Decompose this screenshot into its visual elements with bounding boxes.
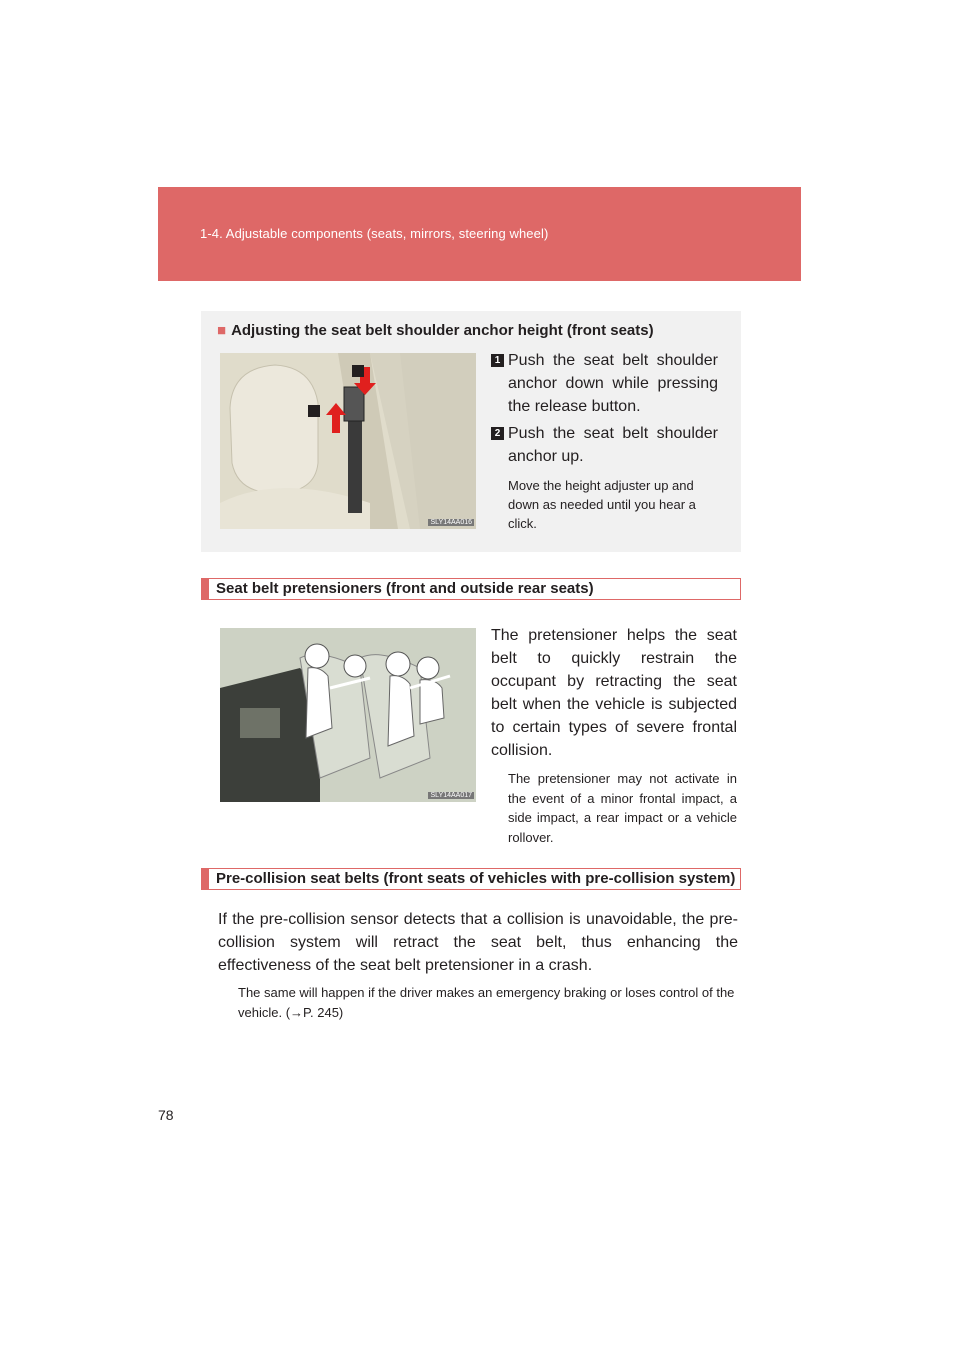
pretensioner-illustration-svg [220,628,476,802]
step-note: Move the height adjuster up and down as needed until you hear a click. [508,478,696,531]
square-bullet-icon: ■ [217,322,227,339]
box-title [217,322,654,339]
step-text: Push the seat belt shoulder anchor down while pressing the release button. [508,352,718,415]
pretensioner-note: The pretensioner may not activate in the event of a minor frontal impact, a side impact, a rear impact or a vehicle rollover. [508,771,737,845]
box-title-text: Adjusting the seat belt shoulder anchor height (front seats) [231,322,654,339]
section-heading-pretensioners [201,578,741,600]
chapter-header [158,187,801,281]
step-item [491,349,718,418]
pre-collision-paragraph: If the pre-collision sensor detects that a collision is unavoidable, the pre-collision system will retract the seat belt, thus enhancing the effectiveness of the seat belt pretensioner in a crash. [218,911,738,974]
step-text: Push the seat belt shoulder anchor up. [508,425,718,465]
section-heading-pre-collision [201,868,741,890]
pretensioner-paragraph: The pretensioner helps the seat belt to quickly restrain the occupant by retracting the seat belt when the vehicle is subjected to certain types of severe frontal collision. [491,627,737,759]
section-title: Pre-collision seat belts (front seats of vehicles with pre-collision system) [216,870,736,887]
page-number: 78 [158,1107,174,1123]
pretensioner-illustration [220,628,476,802]
chapter-title: 1-4. Adjustable components (seats, mirrors, steering wheel) [200,226,549,241]
step-number: 1 [491,354,504,367]
image-code: SLY14AA017 [430,792,472,799]
pre-collision-note: The same will happen if the driver makes an emergency braking or loses control of the vehicle. (→P. 245) [238,985,735,1020]
steps-list [491,349,718,533]
anchor-illustration-svg [220,353,476,529]
seat-belt-anchor-illustration [220,353,476,529]
step-item [491,422,718,468]
shoulder-anchor-box [201,311,741,552]
image-code: SLY14AA016 [430,519,472,526]
section-title: Seat belt pretensioners (front and outside rear seats) [216,580,594,597]
step-number: 2 [491,427,504,440]
